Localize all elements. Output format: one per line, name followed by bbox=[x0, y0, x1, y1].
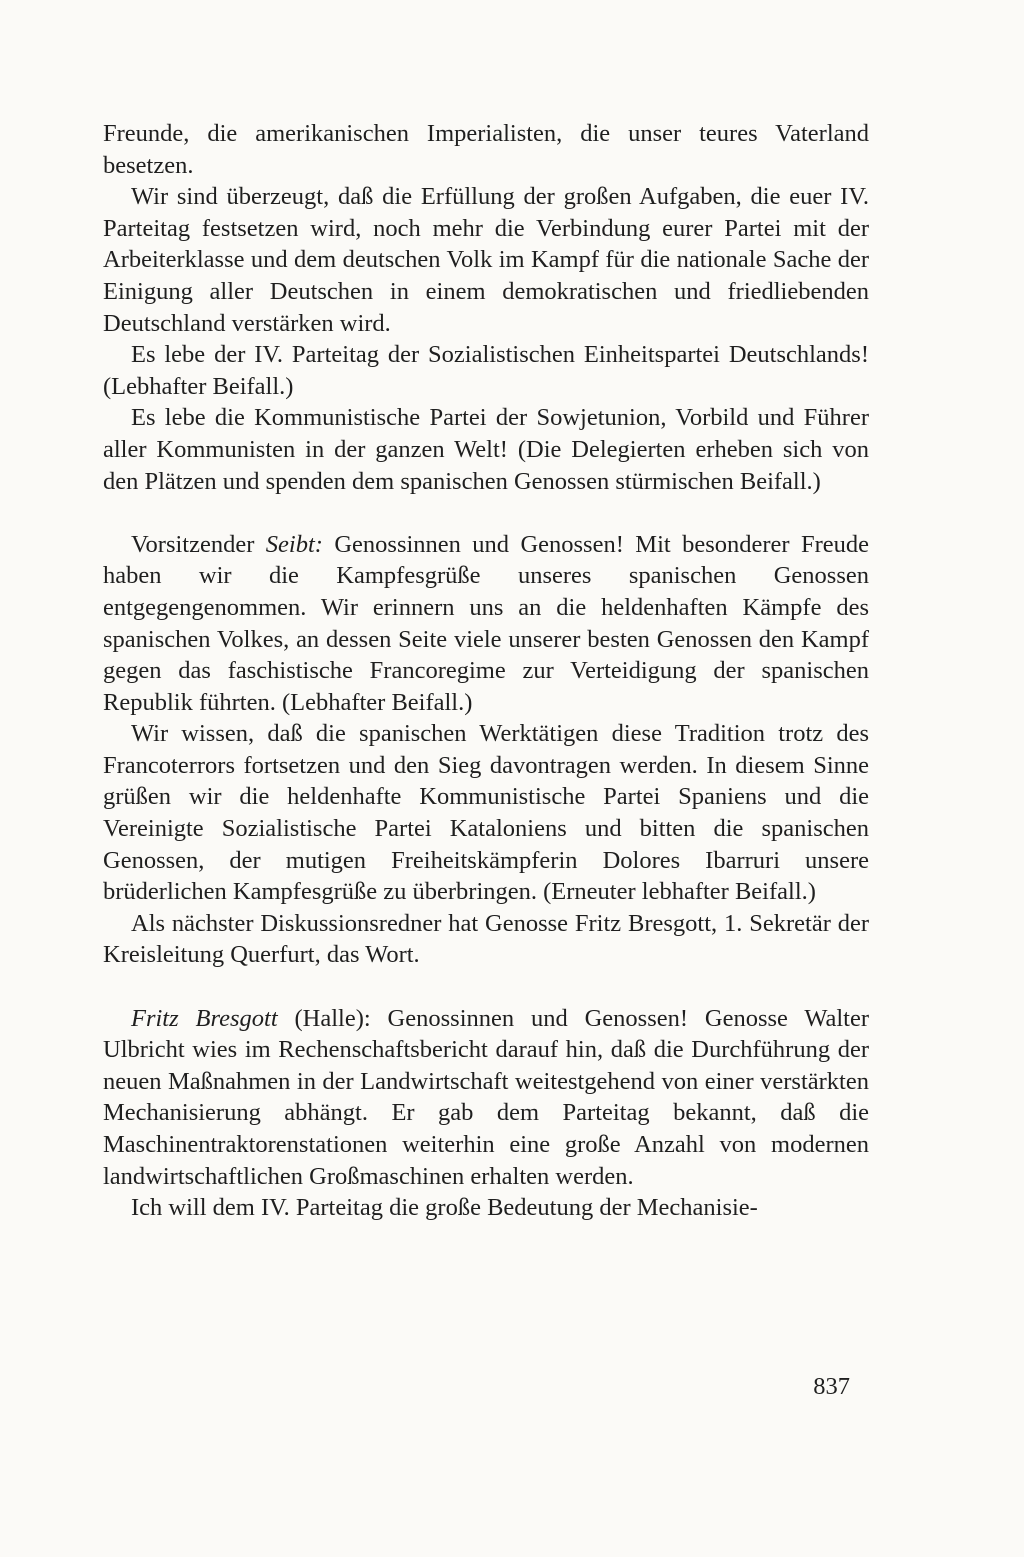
speech-paragraph-bresgott bbox=[103, 1003, 869, 1193]
speaker-name: Seibt: bbox=[265, 530, 323, 558]
paragraph-3 bbox=[103, 339, 869, 402]
speech-text: Genossinnen und Genossen! Mit besonderer Freude haben wir die Kampfesgrüße unseres spanischen Genossen entgegengenommen. Wir erinnern uns an die heldenhaften Kämpfe des spanischen Volkes, an dessen Seite viele unserer besten Genossen den Kampf gegen das faschistische Francoregime zur Verteidigung der spanischen Republik führten. (Lebhafter Beifall.) bbox=[103, 530, 869, 716]
speech-paragraph-seibt bbox=[103, 529, 869, 719]
speech-text: (Halle): Genossinnen und Genossen! Genosse Walter Ulbricht wies im Rechenschaftsbericht darauf hin, daß die Durchführung der neuen Maßnahmen in der Landwirtschaft weitestgehend von einer verstärkten Mechanisierung abhängt. Er gab dem Parteitag bekannt, daß die Maschinentraktorenstationen weiterhin eine große Anzahl von modernen landwirtschaftlichen Großmaschinen erhalten werden. bbox=[103, 1004, 870, 1190]
paragraph-9 bbox=[103, 1192, 869, 1224]
paragraph-2-text: Wir sind überzeugt, daß die Erfüllung der großen Aufgaben, die euer IV. Parteitag festsetzen wird, noch mehr die Verbindung eurer Partei mit der Arbeiterklasse und dem deutschen Volk im Kampf für die nationale Sache der Einigung aller Deutschen in einem demokratischen und friedliebenden Deutschland verstärken wird. bbox=[103, 183, 869, 337]
document-page bbox=[103, 118, 869, 1398]
speaker-name: Fritz Bresgott bbox=[131, 1004, 278, 1032]
paragraph-2 bbox=[103, 181, 869, 339]
paragraph-1 bbox=[103, 118, 869, 181]
paragraph-7 bbox=[103, 908, 869, 971]
paragraph-4-text: Es lebe die Kommunistische Partei der Sowjetunion, Vorbild und Führer aller Kommunisten in der ganzen Welt! (Die Delegierten erheben sich von den Plätzen und spenden dem spanischen Genossen stürmischen Beifall.) bbox=[103, 404, 869, 495]
paragraph-6-text: Wir wissen, daß die spanischen Werktätigen diese Tradition trotz des Francoterrors fortsetzen und den Sieg davontragen werden. In diesem Sinne grüßen wir die heldenhafte Kommunistische Partei Spaniens und die Vereinigte Sozialistische Partei Kataloniens und bitten die spanischen Genossen, der mutigen Freiheitskämpferin Dolores Ibarruri unsere brüderlichen Kampfesgrüße zu überbringen. (Erneuter lebhafter Beifall.) bbox=[103, 720, 869, 906]
speaker-prefix: Vorsitzender bbox=[131, 530, 266, 558]
paragraph-6 bbox=[103, 718, 869, 908]
paragraph-1-text: Freunde, die amerikanischen Imperialisten, die unser teures Vaterland besetzen. bbox=[103, 120, 869, 179]
paragraph-7-text: Als nächster Diskussionsredner hat Genosse Fritz Bresgott, 1. Sekretär der Kreisleitung Querfurt, das Wort. bbox=[103, 909, 869, 969]
paragraph-3-text: Es lebe der IV. Parteitag der Sozialistischen Einheitspartei Deutschlands! (Lebhafter Beifall.) bbox=[103, 341, 869, 400]
paragraph-9-text: Ich will dem IV. Parteitag die große Bedeutung der Mechanisie- bbox=[131, 1194, 758, 1222]
paragraph-4 bbox=[103, 402, 869, 497]
page-number: 837 bbox=[813, 1373, 850, 1400]
